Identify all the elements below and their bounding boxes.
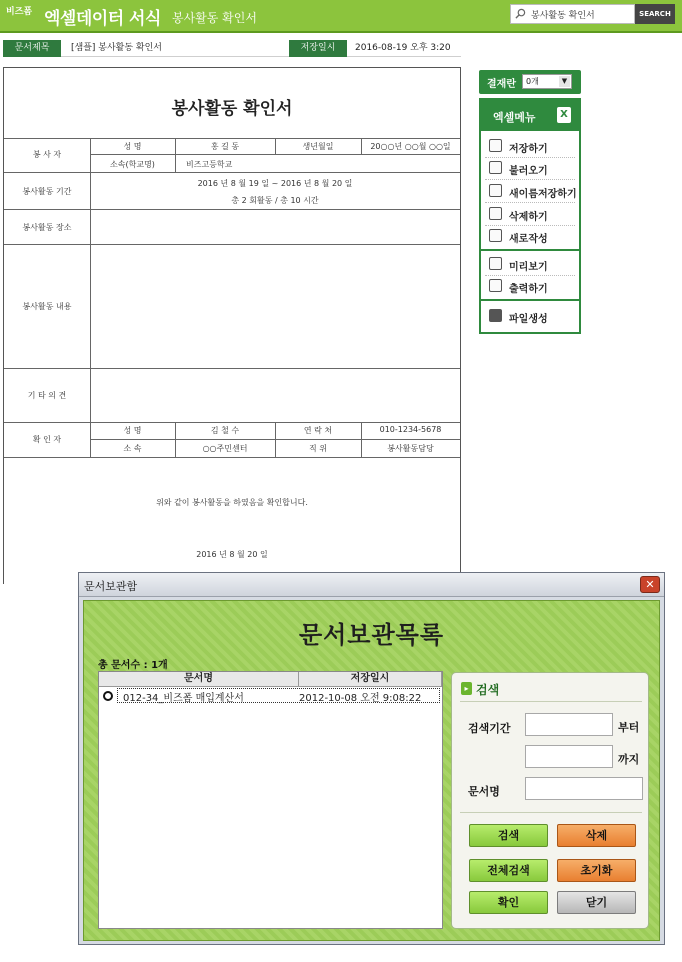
row-document-name: 012-34_비즈폼 매입계산서 (123, 693, 244, 704)
excel-icon: X (557, 107, 571, 123)
save-date-tag: 저장일시 (289, 40, 347, 57)
period-to-input[interactable] (525, 745, 613, 768)
content-label: 봉사활동 내용 (22, 302, 72, 311)
dialog-body (83, 600, 660, 941)
document-title: 봉사활동 확인서 (171, 99, 293, 119)
save-date-value: 2016-08-19 오후 3:20 (355, 43, 451, 53)
confirmer-name-label: 성 명 (123, 426, 142, 435)
dialog-heading: 문서보관목록 (298, 621, 445, 649)
confirmer-position-value: 봉사활동담당 (387, 444, 434, 453)
affiliation-value: 비즈고등학교 (186, 160, 233, 169)
monitor-icon (489, 257, 502, 270)
search-button-dialog[interactable]: 검색 (469, 824, 548, 847)
place-label: 봉사활동 장소 (22, 223, 72, 232)
menu-delete-label: 삭제하기 (509, 212, 548, 223)
search-period-label: 검색기간 (468, 722, 511, 735)
period-from-input[interactable] (525, 713, 613, 736)
confirmer-org-label: 소 속 (123, 444, 142, 453)
confirmation-statement: 위와 같이 봉사활동을 하였음을 확인합니다. (156, 498, 308, 507)
close-icon[interactable]: ✕ (640, 576, 660, 593)
menu-save[interactable] (487, 136, 575, 156)
load-icon (489, 161, 502, 174)
row-divider (4, 138, 460, 139)
document-list[interactable] (98, 671, 443, 929)
doc-title-tag: 문서제목 (3, 40, 61, 57)
menu-preview-label: 미리보기 (509, 262, 548, 273)
birth-label: 생년월일 (302, 142, 334, 151)
search-panel-divider (460, 701, 642, 702)
save-icon (489, 139, 502, 152)
new-document-icon (489, 229, 502, 242)
menu-create-file[interactable] (487, 306, 575, 326)
document-name-label: 문서명 (468, 785, 500, 798)
menu-new-label: 새로작성 (509, 234, 548, 245)
confirmer-position-label: 직 위 (309, 444, 327, 453)
table-row[interactable] (99, 688, 442, 703)
row-radio[interactable] (103, 691, 113, 701)
save-as-icon (489, 184, 502, 197)
search-input[interactable] (531, 7, 633, 22)
page-subtitle: 봉사활동 확인서 (172, 11, 257, 25)
menu-load-label: 불러오기 (509, 166, 548, 177)
top-header-bar (0, 0, 682, 33)
confirmer-label: 확 인 자 (32, 435, 62, 444)
brand-logo-small[interactable]: 비즈폼 (6, 7, 33, 17)
excel-menu-header (481, 100, 579, 131)
menu-delete[interactable] (487, 204, 575, 224)
volunteer-certificate-document (3, 67, 461, 584)
approval-count-select[interactable] (522, 74, 572, 89)
close-button[interactable]: 닫기 (557, 891, 636, 914)
search-button[interactable]: SEARCH (635, 4, 675, 24)
row-document-date: 2012-10-08 오전 9:08:22 (299, 693, 422, 704)
opinion-label: 기 타 의 견 (27, 391, 67, 400)
approval-count-value: 0개 (526, 77, 539, 86)
menu-print[interactable] (487, 276, 575, 296)
excel-menu-title: 엑셀메뉴 (493, 111, 536, 124)
row-divider (4, 209, 460, 210)
folder-icon (489, 309, 502, 322)
menu-save-as-label: 새이름저장하기 (509, 189, 577, 200)
name-label: 성 명 (123, 142, 142, 151)
dialog-title: 문서보관함 (84, 580, 138, 593)
confirmer-org-value: ○○주민센터 (202, 444, 248, 453)
document-info-bar (3, 40, 461, 57)
period-count: 총 2 회활동 / 총 10 시간 (231, 196, 319, 205)
menu-save-as[interactable] (487, 181, 575, 201)
menu-print-label: 출력하기 (509, 284, 548, 295)
print-icon (489, 279, 502, 292)
menu-divider (485, 202, 575, 203)
document-name-input[interactable] (525, 777, 643, 800)
search-box (510, 4, 635, 24)
column-header-name[interactable]: 문서명 (99, 672, 299, 687)
dropdown-arrow-icon[interactable]: ▼ (559, 76, 570, 87)
birth-value: 20○○년 ○○월 ○○일 (370, 142, 451, 151)
confirmer-name-value: 김 철 수 (210, 426, 240, 435)
dialog-titlebar[interactable] (79, 573, 664, 597)
confirmer-contact-label: 연 락 처 (303, 426, 333, 435)
row-divider (4, 422, 460, 423)
from-suffix: 부터 (618, 721, 640, 734)
row-divider (4, 368, 460, 369)
menu-load[interactable] (487, 158, 575, 178)
row-divider (4, 457, 460, 458)
menu-create-file-label: 파일생성 (509, 314, 548, 325)
volunteer-label: 봉 사 자 (32, 150, 62, 159)
doc-title-value: [샘플] 봉사활동 확인서 (71, 43, 162, 53)
menu-save-label: 저장하기 (509, 144, 548, 155)
search-section-icon: ▸ (461, 682, 472, 695)
issue-date: 2016 년 8 월 20 일 (196, 550, 268, 559)
approval-box (479, 70, 581, 94)
search-panel-divider (460, 812, 642, 813)
reset-button[interactable]: 초기화 (557, 859, 636, 882)
menu-preview[interactable] (487, 254, 575, 274)
menu-section-divider (481, 249, 579, 251)
period-dates: 2016 년 8 월 19 일 ~ 2016 년 8 월 20 일 (197, 179, 353, 188)
document-archive-dialog (78, 572, 665, 945)
excel-menu-panel (479, 98, 581, 334)
menu-divider (485, 179, 575, 180)
menu-new[interactable] (487, 226, 575, 246)
confirmer-contact-value: 010-1234-5678 (379, 425, 442, 434)
row-divider (4, 244, 460, 245)
column-header-date[interactable]: 저장일시 (299, 672, 442, 687)
menu-section-divider (481, 299, 579, 301)
search-all-button[interactable]: 전체검색 (469, 859, 548, 882)
delete-button[interactable]: 삭제 (557, 824, 636, 847)
row-divider (4, 172, 460, 173)
search-panel-title: 검색 (476, 683, 500, 697)
affiliation-label: 소속(학교명) (110, 160, 155, 169)
brand-title[interactable]: 엑셀데이터 서식 (44, 9, 161, 29)
approval-label: 결재란 (487, 79, 516, 90)
period-label: 봉사활동 기간 (22, 187, 72, 196)
document-count: 총 문서수 : 1개 (98, 660, 168, 671)
trash-icon (489, 207, 502, 220)
search-icon (515, 8, 526, 19)
to-suffix: 까지 (618, 753, 640, 766)
ok-button[interactable]: 확인 (469, 891, 548, 914)
name-value: 홍 길 동 (210, 142, 240, 151)
search-panel (451, 672, 649, 929)
